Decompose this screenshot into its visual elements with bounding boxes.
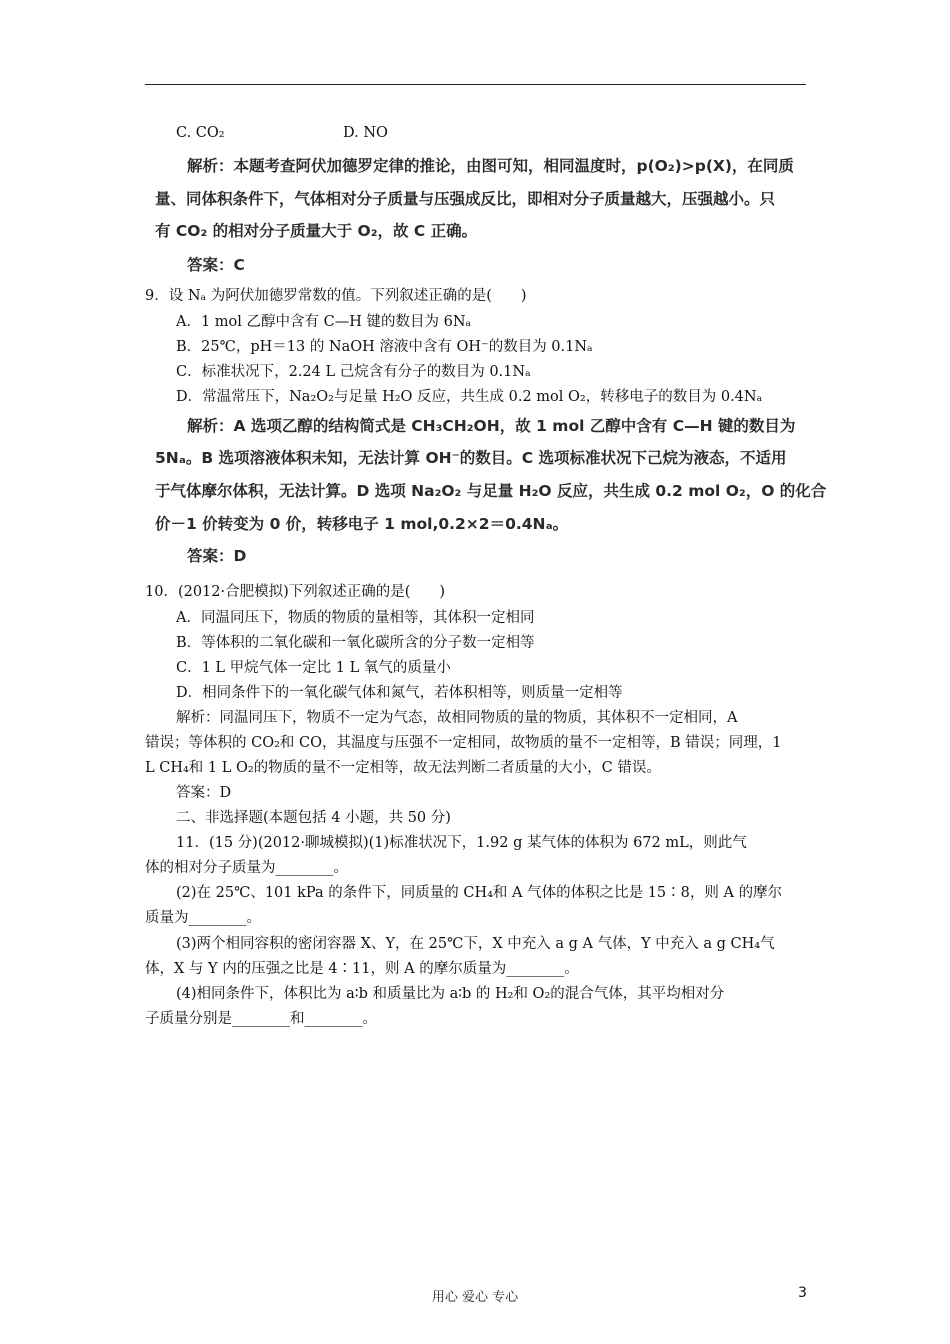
q8-option-c: C. CO₂	[176, 125, 225, 141]
q11-line-3: (2)在 25℃、101 kPa 的条件下，同质量的 CH₄和 A 气体的体积之比是 15∶8，则 A 的摩尔	[176, 885, 783, 901]
q9-answer: 答案：D	[187, 547, 247, 565]
q11-line-8: 子质量分别是________和________。	[145, 1011, 377, 1027]
q8-analysis-line-3: 有 CO₂ 的相对分子质量大于 O₂，故 C 正确。	[155, 222, 478, 240]
page-number: 3	[798, 1285, 807, 1301]
q8-analysis-line-2: 量、同体积条件下，气体相对分子质量与压强成反比，即相对分子质量越大，压强越小。只	[155, 190, 776, 208]
q9-analysis-line-3: 于气体摩尔体积，无法计算。D 选项 Na₂O₂ 与足量 H₂O 反应，共生成 0.2 mol O₂，O 的化合	[155, 482, 827, 500]
page-footer: 用心 爱心 专心	[431, 1290, 519, 1305]
q11-line-6: 体，X 与 Y 内的压强之比是 4∶11，则 A 的摩尔质量为________。	[145, 961, 579, 977]
section-heading: 二、非选择题(本题包括 4 小题，共 50 分)	[176, 810, 451, 826]
q11-line-5: (3)两个相同容积的密闭容器 X、Y，在 25℃下，X 中充入 a g A 气体，Y 中充入 a g CH₄气	[176, 936, 775, 952]
q9-analysis-line-2: 5Nₐ。B 选项溶液体积未知，无法计算 OH⁻的数目。C 选项标准状况下己烷为液态，不适用	[155, 449, 787, 467]
q9-analysis-line-1: 解析：A 选项乙醇的结构简式是 CH₃CH₂OH，故 1 mol 乙醇中含有 C—H 键的数目为	[187, 417, 796, 435]
q10-stem: 10．(2012·合肥模拟)下列叙述正确的是( )	[145, 584, 446, 600]
q8-option-d: D. NO	[343, 125, 388, 141]
q11-line-4: 质量为________。	[145, 910, 261, 926]
q10-option-c: C．1 L 甲烷气体一定比 1 L 氧气的质量小	[176, 660, 451, 676]
q9-stem: 9．设 Nₐ 为阿伏加德罗常数的值。下列叙述正确的是( )	[145, 288, 527, 304]
q10-analysis-line-2: 错误；等体积的 CO₂和 CO，其温度与压强不一定相同，故物质的量不一定相等，B 错误；同理，1	[145, 735, 782, 751]
header-rule	[145, 84, 806, 85]
q10-answer: 答案：D	[176, 785, 232, 801]
q11-line-7: (4)相同条件下，体积比为 a∶b 和质量比为 a∶b 的 H₂和 O₂的混合气体，其平均相对分	[176, 986, 725, 1002]
q10-option-a: A．同温同压下，物质的物质的量相等，其体积一定相同	[176, 610, 535, 626]
q10-analysis-line-3: L CH₄和 1 L O₂的物质的量不一定相等，故无法判断二者质量的大小，C 错误。	[145, 760, 661, 776]
q11-line-2: 体的相对分子质量为________。	[145, 860, 348, 876]
q10-option-d: D．相同条件下的一氧化碳气体和氮气，若体积相等，则质量一定相等	[176, 685, 623, 701]
q9-analysis-line-4: 价－1 价转变为 0 价，转移电子 1 mol,0.2×2＝0.4Nₐ。	[155, 515, 569, 533]
q8-analysis-line-1: 解析：本题考查阿伏加德罗定律的推论，由图可知，相同温度时，p(O₂)>p(X)，在同质	[187, 157, 794, 175]
q8-answer: 答案：C	[187, 256, 245, 274]
q9-option-a: A．1 mol 乙醇中含有 C—H 键的数目为 6Nₐ	[176, 314, 472, 330]
q9-option-c: C．标准状况下，2.24 L 己烷含有分子的数目为 0.1Nₐ	[176, 364, 531, 380]
q10-analysis-line-1: 解析：同温同压下，物质不一定为气态，故相同物质的量的物质，其体积不一定相同，A	[176, 710, 738, 726]
q10-option-b: B．等体积的二氧化碳和一氧化碳所含的分子数一定相等	[176, 635, 535, 651]
q11-line-1: 11．(15 分)(2012·聊城模拟)(1)标准状况下，1.92 g 某气体的体积为 672 mL，则此气	[176, 835, 747, 851]
q9-option-d: D．常温常压下，Na₂O₂与足量 H₂O 反应，共生成 0.2 mol O₂，转移电子的数目为 0.4Nₐ	[176, 389, 763, 405]
q9-option-b: B．25℃，pH＝13 的 NaOH 溶液中含有 OH⁻的数目为 0.1Nₐ	[176, 339, 593, 355]
